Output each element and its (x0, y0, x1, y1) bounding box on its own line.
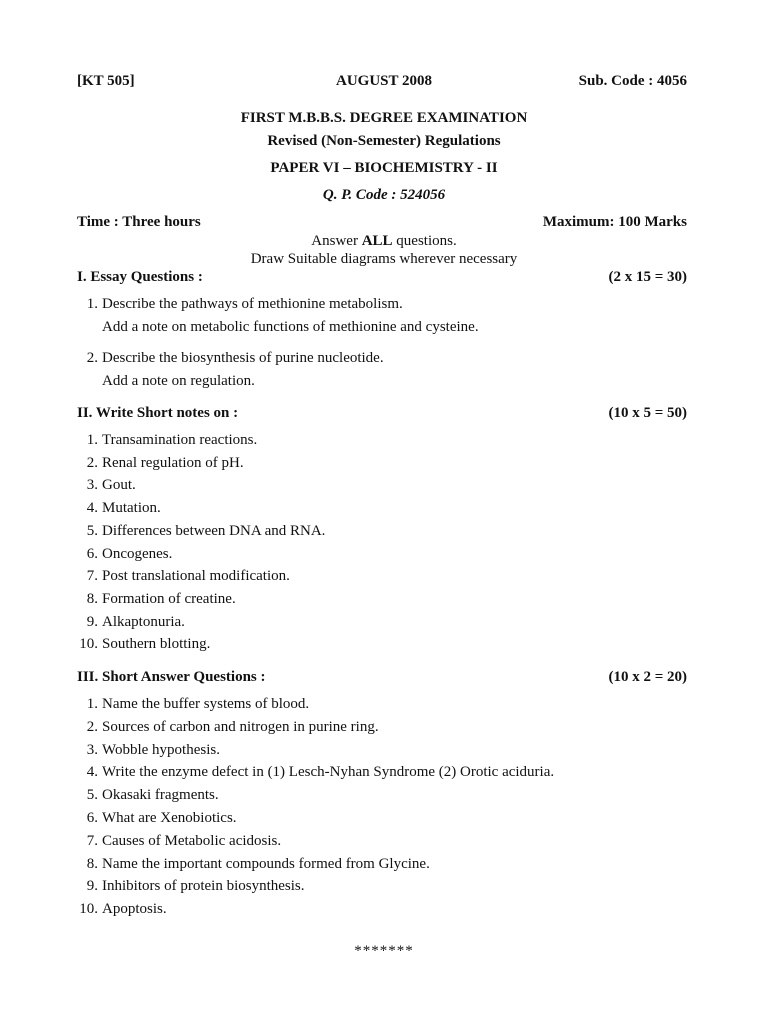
question-item (0, 718, 768, 737)
section-marks: (2 x 15 = 30) (608, 269, 687, 285)
question-text: Oncogenes. (102, 545, 173, 562)
question-text: Add a note on regulation. (102, 373, 255, 389)
exam-date: AUGUST 2008 (336, 73, 432, 89)
paper-code: [KT 505] (77, 73, 135, 89)
question-item (0, 349, 768, 368)
question-number: 8. (86, 590, 98, 607)
question-text: Gout. (102, 477, 136, 494)
question-text: Name the important compounds formed from Glycine. (102, 855, 430, 872)
question-number: 10. (79, 901, 98, 918)
question-text: Describe the pathways of methionine metabolism. (102, 296, 403, 312)
question-number: 1. (86, 296, 98, 312)
question-item (0, 295, 768, 314)
question-number: 9. (86, 878, 98, 895)
question-number: 4. (86, 764, 98, 781)
question-text: Wobble hypothesis. (102, 741, 220, 758)
question-text: Renal regulation of pH. (102, 454, 244, 471)
question-number: 5. (86, 787, 98, 804)
section-marks: (10 x 5 = 50) (608, 405, 687, 421)
answer-all-emphasis: ALL (361, 233, 393, 249)
question-text: Name the buffer systems of blood. (102, 696, 310, 712)
paper-title: PAPER VI – BIOCHEMISTRY - II (270, 160, 498, 176)
question-item (0, 786, 768, 805)
question-number: 2. (86, 350, 98, 366)
question-text: What are Xenobiotics. (102, 810, 237, 826)
regulations: Revised (Non-Semester) Regulations (267, 133, 501, 149)
answer-suffix: questions. (396, 233, 457, 249)
end-of-paper-mark: ******* (354, 943, 414, 959)
question-number: 7. (86, 568, 98, 585)
question-item (0, 763, 768, 782)
exam-duration: Time : Three hours (77, 214, 201, 230)
question-item (0, 590, 768, 609)
question-text: Add a note on metabolic functions of methionine and cysteine. (102, 319, 479, 335)
question-item (0, 499, 768, 518)
question-number: 1. (86, 696, 98, 712)
question-text: Sources of carbon and nitrogen in purine ring. (102, 718, 379, 735)
question-number: 3. (86, 477, 98, 494)
question-text: Apoptosis. (102, 901, 167, 918)
question-item (0, 567, 768, 586)
question-number: 2. (86, 718, 98, 735)
question-number: 6. (86, 545, 98, 562)
exam-title: FIRST M.B.B.S. DEGREE EXAMINATION (240, 110, 528, 126)
question-text: Okasaki fragments. (102, 787, 219, 804)
question-text: Write the enzyme defect in (1) Lesch-Nyhan Syndrome (2) Orotic aciduria. (102, 764, 555, 781)
answer-prefix: Answer (311, 233, 358, 249)
qp-code: Q. P. Code : 524056 (322, 187, 446, 203)
question-number: 10. (79, 636, 98, 653)
question-number: 8. (86, 855, 98, 872)
question-number: 1. (86, 432, 98, 448)
section-marks: (10 x 2 = 20) (608, 669, 687, 685)
question-item (0, 476, 768, 495)
question-number: 2. (86, 454, 98, 471)
question-item (0, 545, 768, 564)
question-item (0, 741, 768, 760)
subject-code: Sub. Code : 4056 (578, 73, 687, 89)
question-text: Causes of Metabolic acidosis. (102, 832, 282, 849)
maximum-marks: Maximum: 100 Marks (542, 214, 687, 230)
question-text: Alkaptonuria. (102, 613, 185, 630)
question-text: Post translational modification. (102, 568, 290, 585)
question-item (0, 695, 768, 714)
question-text: Formation of creatine. (102, 590, 236, 607)
question-item (0, 454, 768, 473)
question-text: Mutation. (102, 500, 161, 517)
diagram-instruction: Draw Suitable diagrams wherever necessary (250, 251, 518, 267)
section-title: III. Short Answer Questions : (77, 669, 266, 685)
question-number: 5. (86, 522, 98, 539)
question-item (0, 431, 768, 450)
question-text: Southern blotting. (102, 636, 211, 653)
question-number: 6. (86, 810, 98, 826)
question-number: 3. (86, 741, 98, 758)
section-title: II. Write Short notes on : (77, 405, 239, 421)
section-title: I. Essay Questions : (77, 269, 203, 285)
question-item (0, 855, 768, 874)
question-number: 7. (86, 832, 98, 849)
question-item (0, 613, 768, 632)
question-item (0, 635, 768, 654)
question-item (0, 877, 768, 896)
answer-instruction (0, 232, 768, 251)
question-continuation (0, 372, 768, 391)
question-text: Inhibitors of protein biosynthesis. (102, 878, 305, 895)
question-item (0, 809, 768, 828)
question-item (0, 832, 768, 851)
question-item (0, 522, 768, 541)
question-number: 9. (86, 613, 98, 630)
question-text: Differences between DNA and RNA. (102, 522, 326, 539)
question-text: Transamination reactions. (102, 432, 258, 448)
question-item (0, 900, 768, 919)
question-continuation (0, 318, 768, 337)
question-number: 4. (86, 500, 98, 517)
question-text: Describe the biosynthesis of purine nucleotide. (102, 350, 384, 366)
